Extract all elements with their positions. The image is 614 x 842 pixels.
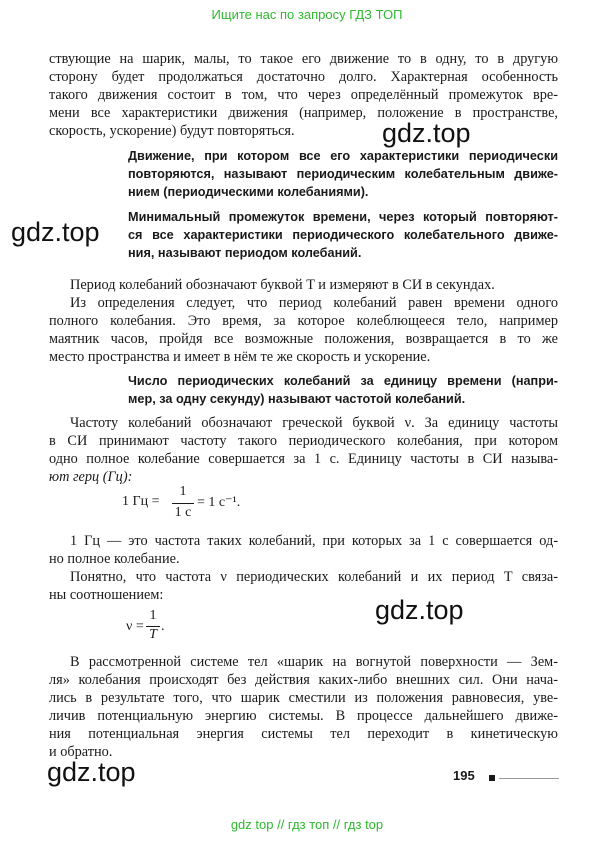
watermark: gdz.top	[47, 757, 136, 787]
text-line: В рассмотренной системе тел «шарик на вогнутой поверхности — Зем-	[70, 654, 558, 670]
top-banner: Ищите нас по запросу ГДЗ ТОП	[211, 7, 403, 22]
text-line: в СИ принимают частоту такого периодического колебания, при котором	[49, 433, 558, 449]
formula-lhs: ν =	[126, 619, 144, 634]
text-line: ют герц (Гц):	[49, 469, 133, 485]
page-marker	[489, 775, 495, 781]
formula-numerator: 1	[179, 484, 187, 499]
text-line: полного колебания. Это время, за которое колеблющееся тело, например	[49, 313, 558, 329]
formula-denominator: 1 с	[174, 505, 192, 520]
formula-rhs: .	[161, 619, 165, 634]
definition-line: нием (периодическими колебаниями).	[128, 185, 369, 199]
text-line: место пространства и имеет в нём те же скорость и ускорение.	[49, 349, 431, 365]
text-line: личив потенциальную энергию системы. В процессе дальнейшего движе-	[49, 708, 558, 724]
text-line: лись в результате того, что шарик сместили из положения равновесия, уве-	[49, 690, 558, 706]
text-line: 1 Гц — это частота таких колебаний, при которых за 1 с совершается од-	[70, 533, 558, 549]
text-line: мени все характеристики движения (например, положение в пространстве,	[49, 105, 558, 121]
formula-numerator: 1	[149, 608, 157, 623]
page-rule	[499, 778, 559, 779]
text-line: ны соотношением:	[49, 587, 164, 603]
definition-line: Число периодических колебаний за единицу времени (напри-	[128, 374, 558, 388]
definition-line: Минимальный промежуток времени, через который повторяют-	[128, 210, 558, 224]
text-line: такого движения состоит в том, что через определённый промежуток вре-	[49, 87, 558, 103]
formula-denominator: T	[149, 627, 157, 642]
text-line: но полное колебание.	[49, 551, 180, 567]
text-line: ствующие на шарик, малы, то такое его движение то в одну, то в другую	[49, 51, 558, 67]
definition-line: мер, за одну секунду) называют частотой колебаний.	[128, 392, 466, 406]
formula-rhs: = 1 с⁻¹.	[197, 495, 241, 510]
definition-line: Движение, при котором все его характеристики периодически	[128, 149, 558, 163]
text-line: Частоту колебаний обозначают греческой буквой ν. За единицу частоты	[70, 415, 558, 431]
text-line: и обратно.	[49, 744, 113, 760]
text-line: Из определения следует, что период колебаний равен времени одного	[70, 295, 558, 311]
fraction-bar	[172, 503, 194, 504]
bottom-banner: gdz top // гдз топ // гдз top	[230, 817, 384, 832]
text-line: Понятно, что частота ν периодических колебаний и их период T связа-	[70, 569, 558, 585]
definition-line: повторяются, называют периодическим колебательным движе-	[128, 167, 558, 181]
watermark: gdz.top	[382, 118, 471, 148]
page-number: 195	[453, 768, 475, 783]
text-line: ния потенциальная энергия системы тел переходит в кинетическую	[49, 726, 558, 742]
text-line: сторону будет продолжаться достаточно долго. Характерная особенность	[49, 69, 558, 85]
text-line: ля» колебания происходят без действия каких-либо внешних сил. Они нача-	[49, 672, 558, 688]
watermark: gdz.top	[11, 217, 100, 247]
watermark: gdz.top	[375, 595, 464, 625]
formula-lhs: 1 Гц =	[122, 494, 160, 509]
text-line: одно полное колебание совершается за 1 с. Единицу частоты в СИ называ-	[49, 451, 558, 467]
definition-line: ся все характеристики периодического колебательного движе-	[128, 228, 558, 242]
text-line: скорость, ускорение) будут повторяться.	[49, 123, 295, 139]
text-line: Период колебаний обозначают буквой T и измеряют в СИ в секундах.	[70, 277, 495, 293]
definition-line: ния, называют периодом колебаний.	[128, 246, 362, 260]
text-line: маятник часов, пройдя все возможные положения, возвращается в то же	[49, 331, 558, 347]
